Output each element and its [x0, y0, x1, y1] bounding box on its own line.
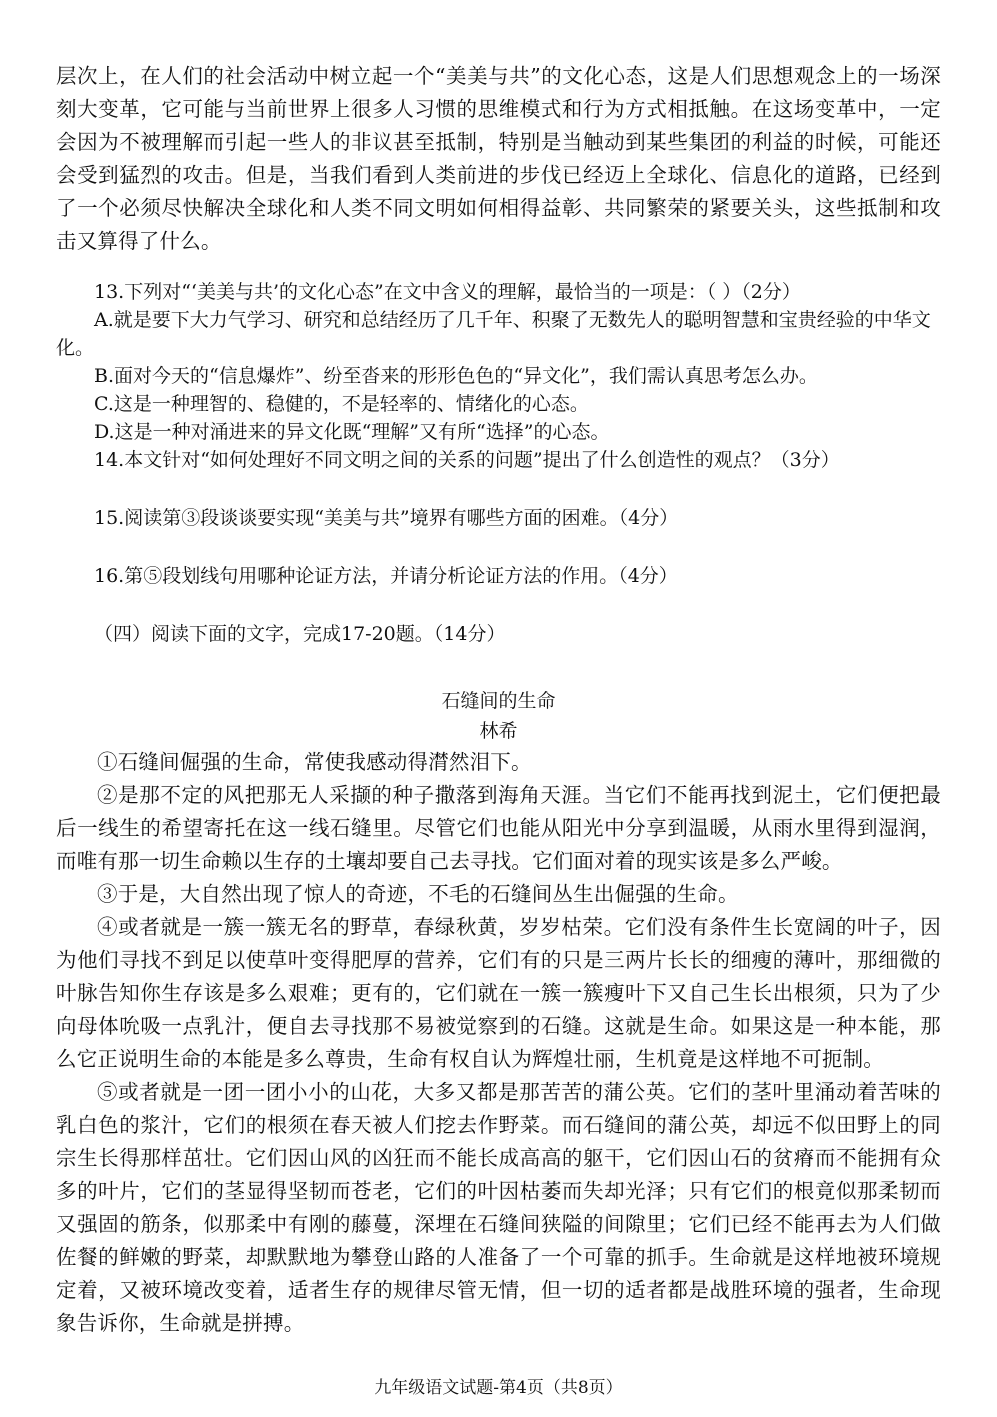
article-paragraph-5: ⑤或者就是一团一团小小的山花，大多又都是那苦苦的蒲公英。它们的茎叶里涌动着苦味的乳白色的浆汁，它们的根须在春天被人们挖去作野菜。而石缝间的蒲公英，却远不似田野上的同宗生长得那样茁壮。它们因山风的凶狂而不能长成高高的躯干，它们因山石的贫瘠而不能拥有众多的叶片，它们的茎显得坚韧而苍老，它们的叶因枯萎而失却光泽；只有它们的根竟似那柔韧而又强固的筋条，似那柔中有刚的藤蔓，深埋在石缝间狭隘的间隙里；它们已经不能再去为人们做佐餐的鲜嫩的野菜，却默默地为攀登山路的人准备了一个可靠的抓手。生命就是这样地被环境规定着，又被环境改变着，适者生存的规律尽管无情，但一切的适者都是战胜环境的强者，生命现象告诉你，生命就是拼搏。 [56, 1080, 941, 1335]
question-14: 14.本文针对“如何处理好不同文明之间的关系的问题”提出了什么创造性的观点？（3分） [94, 449, 840, 471]
question-16: 16.第⑤段划线句用哪种论证方法，并请分析论证方法的作用。（4分） [94, 565, 678, 587]
question-13-option-c: C.这是一种理智的、稳健的，不是轻率的、情绪化的心态。 [94, 393, 589, 415]
question-13-stem: 13.下列对“‘美美与共’的文化心态”在文中含义的理解，最恰当的一项是：（ ）（2分） [94, 281, 801, 303]
exam-page [56, 60, 941, 1340]
page-footer: 九年级语文试题-第4页（共8页） [374, 1378, 623, 1398]
article-paragraph-4: ④或者就是一簇一簇无名的野草，春绿秋黄，岁岁枯荣。它们没有条件生长宽阔的叶子，因为他们寻找不到足以使草叶变得肥厚的营养，它们有的只是三两片长长的细瘦的薄叶，那细微的叶脉告知你生存该是多么艰难；更有的，它们就在一簇一簇瘦叶下又自己生长出根须，只为了少向母体吮吸一点乳汁，便自去寻找那不易被觉察到的石缝。这就是生命。如果这是一种本能，那么它正说明生命的本能是多么尊贵，生命有权自认为辉煌壮丽，生机竟是这样地不可扼制。 [56, 915, 941, 1071]
question-13-option-b: B.面对今天的“信息爆炸”、纷至沓来的形形色色的“异文化”，我们需认真思考怎么办。 [94, 365, 818, 387]
article-paragraph-1: ①石缝间倔强的生命，常使我感动得潸然泪下。 [97, 750, 532, 774]
question-13-option-a: A.就是要下大力气学习、研究和总结经历了几千年、积聚了无数先人的聪明智慧和宝贵经验的中华文化。 [56, 309, 931, 359]
question-15: 15.阅读第③段谈谈要实现“美美与共”境界有哪些方面的困难。（4分） [94, 507, 679, 529]
article-paragraph-2: ②是那不定的风把那无人采撷的种子撒落到海角天涯。当它们不能再找到泥土，它们便把最后一线生的希望寄托在这一线石缝里。尽管它们也能从阳光中分享到温暖，从雨水里得到湿润，而唯有那一切生命赖以生存的土壤却要自己去寻找。它们面对着的现实该是多么严峻。 [56, 783, 941, 873]
article-paragraph-3: ③于是，大自然出现了惊人的奇迹，不毛的石缝间丛生出倔强的生命。 [97, 882, 739, 906]
question-13-option-d: D.这是一种对涌进来的异文化既“理解”又有所“选择”的心态。 [94, 421, 610, 443]
article-title: 石缝间的生命 [441, 690, 556, 712]
article-author: 林希 [479, 720, 518, 742]
section-4-heading: （四）阅读下面的文字，完成17-20题。（14分） [94, 623, 506, 645]
intro-paragraph: 层次上，在人们的社会活动中树立起一个“美美与共”的文化心态，这是人们思想观念上的一场深刻大变革，它可能与当前世界上很多人习惯的思维模式和行为方式相抵触。在这场变革中，一定会因为不被理解而引起一些人的非议甚至抵制，特别是当触动到某些集团的利益的时候，可能还会受到猛烈的攻击。但是，当我们看到人类前进的步伐已经迈上全球化、信息化的道路，已经到了一个必须尽快解决全球化和人类不同文明如何相得益彰、共同繁荣的紧要关头，这些抵制和攻击又算得了什么。 [56, 64, 941, 253]
